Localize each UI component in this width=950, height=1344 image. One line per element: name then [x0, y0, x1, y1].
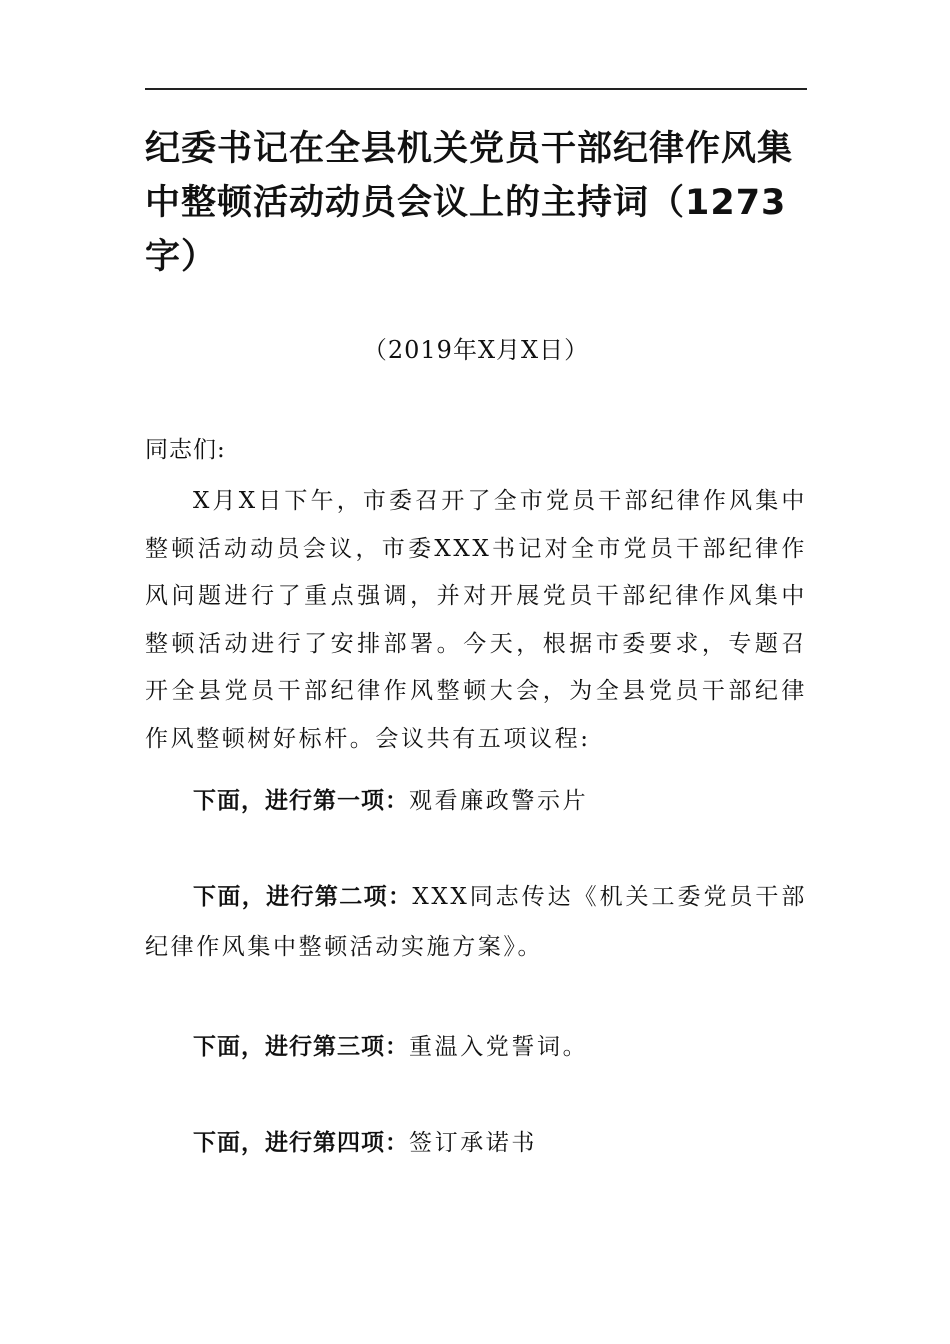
agenda-item-text: XXX同志传达《机关工委党员干部纪律作风集中整顿活动实施方案》。 — [145, 884, 807, 960]
agenda-item-3 — [145, 1022, 807, 1072]
salutation: 同志们: — [145, 437, 226, 463]
document-title: 纪委书记在全县机关党员干部纪律作风集中整顿活动动员会议上的主持词（1273字） — [145, 129, 794, 277]
header-rule — [145, 88, 807, 90]
agenda-item-lead: 下面，进行第三项： — [193, 1034, 409, 1060]
agenda-item-2 — [145, 872, 807, 972]
agenda-item-lead: 下面，进行第一项： — [193, 788, 409, 814]
agenda-item-text: 签订承诺书 — [409, 1130, 537, 1156]
intro-paragraph: X月X日下午，市委召开了全市党员干部纪律作风集中整顿活动动员会议，市委XXX书记对全市党员干部纪律作风问题进行了重点强调，并对开展党员干部纪律作风集中整顿活动进行了安排部署。今天，根据市委要求，专题召开全县党员干部纪律作风整顿大会，为全县党员干部纪律作风整顿树好标杆。会议共有五项议程: — [145, 488, 807, 752]
agenda-item-lead: 下面，进行第四项： — [193, 1130, 409, 1156]
document-date: （2019年X月X日） — [362, 336, 590, 364]
agenda-item-text: 观看廉政警示片 — [409, 788, 589, 814]
agenda-item-lead: 下面，进行第二项： — [193, 884, 413, 910]
agenda-item-text: 重温入党誓词。 — [409, 1034, 589, 1060]
agenda-item-4 — [145, 1118, 807, 1168]
agenda-item-1 — [145, 776, 807, 826]
